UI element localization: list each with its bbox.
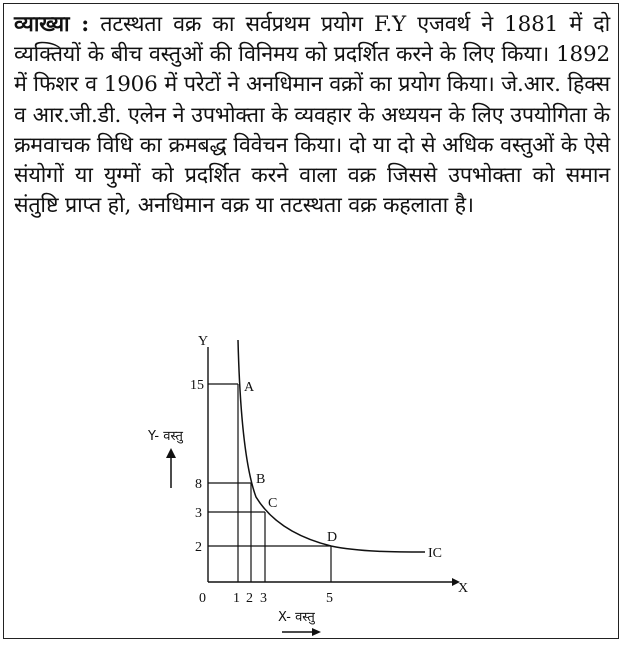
point-label-a: A: [244, 380, 255, 395]
indifference-curve: [238, 340, 425, 552]
y-tick-15: 15: [190, 378, 204, 393]
y-title: Y- वस्तु: [148, 429, 183, 444]
y-axis-label: Y: [198, 334, 209, 349]
y-tick-2: 2: [195, 540, 202, 555]
x-tick-5: 5: [326, 591, 333, 606]
explanation-heading: व्याख्या :: [14, 12, 90, 37]
x-title-arrowhead: [312, 628, 321, 636]
x-tick-3: 3: [260, 591, 267, 606]
point-label-c: C: [268, 496, 278, 511]
x-tick-2: 2: [246, 591, 253, 606]
origin-label: 0: [199, 591, 206, 606]
x-tick-1: 1: [233, 591, 240, 606]
point-label-d: D: [327, 530, 338, 545]
explanation-body: तटस्थता वक्र का सर्वप्रथम प्रयोग F.Y एजवर्थ ने 1881 में दो व्यक्तियों के बीच वस्तुओं की विनिमय को प्रदर्शित करने के लिए किया। 1892 में फिशर व 1906 में परेटों ने अनधिमान वक्रों का प्रयोग किया। जे.आर. हिक्स व आर.जी.डी. एलेन ने उपभोक्ता के व्यवहार के अध्ययन के लिए उपयोगिता के क्रमवाचक विधि का क्रमबद्ध विवेचन किया। दो या दो से अधिक वस्तुओं के ऐसे संयोगों या युग्मों को प्रदर्शित करने वाला वक्र जिससे उपभोक्ता को समान संतुष्टि प्राप्त हो, अनधिमान वक्र या तटस्थता वक्र कहलाता है।: [14, 12, 610, 219]
y-tick-3: 3: [195, 506, 202, 521]
curve-label-ic: IC: [428, 546, 442, 561]
point-label-b: B: [256, 472, 266, 487]
x-title: X- वस्तु: [278, 610, 315, 625]
y-title-arrowhead: [166, 448, 176, 458]
x-axis-label: X: [458, 581, 469, 596]
guide-lines: [208, 384, 331, 582]
y-tick-8: 8: [195, 477, 202, 492]
